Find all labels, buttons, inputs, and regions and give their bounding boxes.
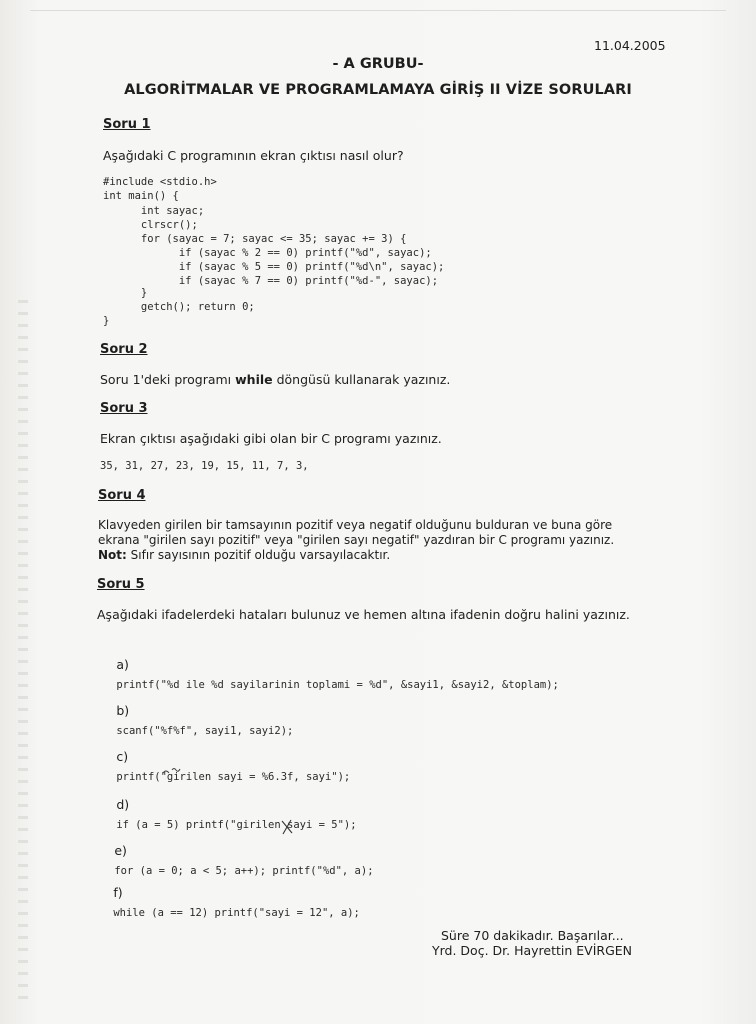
- q2-text-after: döngüsü kullanarak yazınız.: [272, 372, 451, 387]
- q5-item-code: while (a == 12) printf("sayi = 12", a);: [113, 907, 360, 919]
- q5-item-code: for (a = 0; a < 5; a++); printf("%d", a);: [114, 865, 374, 877]
- q1-code-line: }: [103, 287, 148, 299]
- footer-author: Yrd. Doç. Dr. Hayrettin EVİRGEN: [432, 943, 633, 958]
- q5-item-label: b): [116, 703, 130, 718]
- q4-note-text: Sıfır sayısının pozitif olduğu varsayılacaktır.: [126, 548, 391, 562]
- q1-code-line: if (sayac % 5 == 0) printf("%d\n", sayac);: [103, 261, 445, 273]
- q4-heading: Soru 4: [98, 488, 146, 503]
- q3-text: Ekran çıktısı aşağıdaki gibi olan bir C programı yazınız.: [100, 431, 442, 446]
- q1-code-line: #include <stdio.h>: [103, 176, 217, 188]
- cross-mark-icon: [280, 818, 294, 836]
- q5-item-label: d): [116, 797, 130, 812]
- q5-item-label: e): [114, 843, 127, 858]
- q5-heading: Soru 5: [97, 577, 145, 592]
- page-top-edge: [30, 10, 726, 11]
- q5-item-code: printf("girilen sayi = %6.3f, sayi");: [116, 771, 351, 783]
- q5-item-label: c): [116, 749, 129, 764]
- q1-code-line: if (sayac % 2 == 0) printf("%d", sayac);: [103, 247, 432, 259]
- q1-code-line: }: [103, 315, 110, 327]
- q5-text: Aşağıdaki ifadelerdeki hataları bulunuz ve hemen altına ifadenin doğru halini yazınız.: [97, 607, 630, 622]
- exam-title: ALGORİTMALAR VE PROGRAMLAMAYA GİRİŞ II VİZE SORULARI: [124, 82, 632, 98]
- q5-item-label: f): [113, 885, 123, 900]
- q1-code-line: clrscr();: [103, 219, 198, 231]
- q1-code-line: getch(); return 0;: [103, 301, 255, 313]
- q4-note: [98, 548, 390, 562]
- q5-item-code: printf("%d ile %d sayilarinin toplami = %d", &sayi1, &sayi2, &toplam);: [116, 679, 559, 691]
- q1-code-line: if (sayac % 7 == 0) printf("%d-", sayac);: [103, 275, 439, 287]
- q1-text: Aşağıdaki C programının ekran çıktısı nasıl olur?: [103, 148, 404, 163]
- footer-duration: Süre 70 dakikadır. Başarılar...: [441, 928, 624, 943]
- q5-item-code: if (a = 5) printf("girilen sayi = 5");: [116, 819, 357, 831]
- q2-text-bold: while: [235, 372, 273, 387]
- pencil-mark-icon: [160, 762, 184, 778]
- perforation-marks: [18, 300, 28, 1000]
- exam-group: - A GRUBU-: [332, 56, 424, 72]
- q1-code-line: for (sayac = 7; sayac <= 35; sayac += 3) {: [103, 233, 407, 245]
- q2-text-before: Soru 1'deki programı: [100, 372, 236, 387]
- q3-output: 35, 31, 27, 23, 19, 15, 11, 7, 3,: [100, 460, 309, 472]
- q5-item-label: a): [116, 657, 129, 672]
- q1-code-line: int main() {: [103, 190, 179, 202]
- q5-item-f: [93, 863, 360, 939]
- q1-code-line: int sayac;: [103, 205, 205, 217]
- q2-text: [100, 372, 450, 387]
- q2-heading: Soru 2: [100, 342, 148, 357]
- q4-note-label: Not:: [98, 548, 127, 562]
- q4-line1: Klavyeden girilen bir tamsayının pozitif veya negatif olduğunu bulduran ve buna göre: [98, 518, 613, 532]
- exam-date: 11.04.2005: [594, 38, 666, 53]
- q5-item-code: scanf("%f%f", sayi1, sayi2);: [116, 725, 294, 737]
- q1-heading: Soru 1: [103, 117, 151, 132]
- q4-line2: ekrana "girilen sayı pozitif" veya "girilen sayı negatif" yazdıran bir C programı yazınız.: [98, 533, 615, 547]
- q3-heading: Soru 3: [100, 401, 148, 416]
